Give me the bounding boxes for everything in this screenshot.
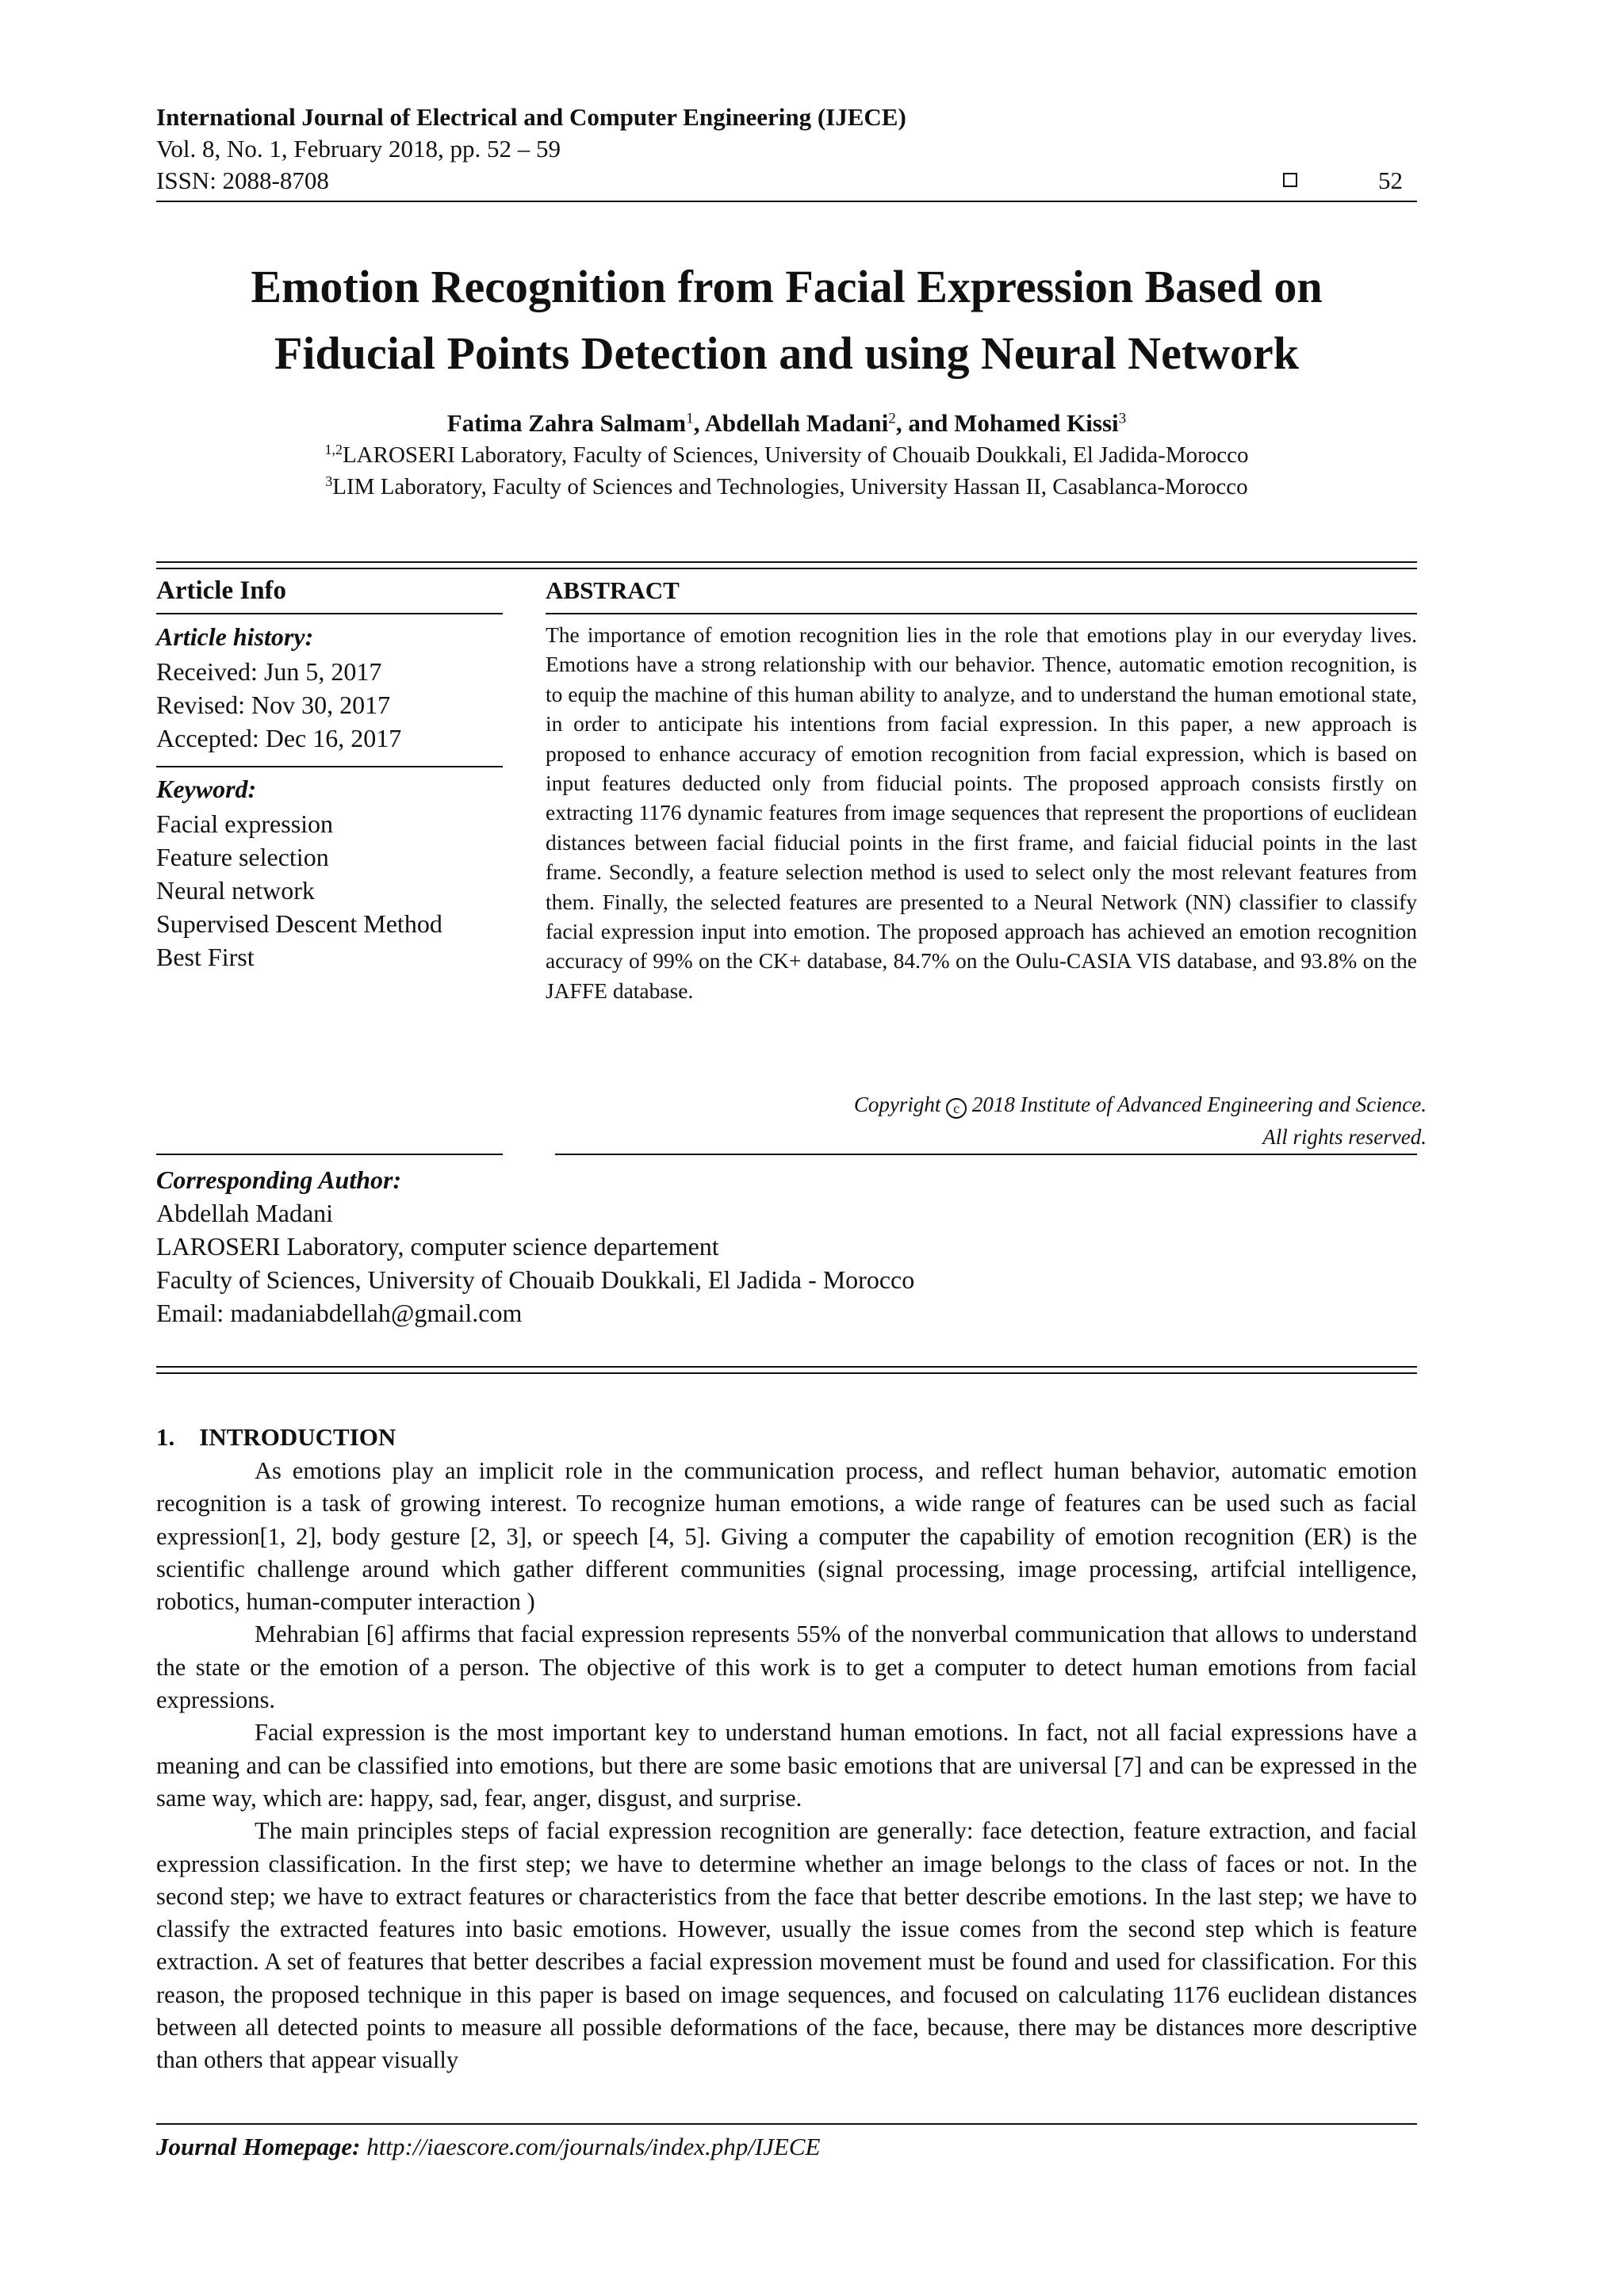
- accepted-date: Accepted: Dec 16, 2017: [156, 724, 402, 752]
- author-sep-1: ,: [693, 409, 705, 437]
- affiliation-2: [156, 474, 1417, 500]
- footer-rule: [156, 2123, 1417, 2125]
- keyword-item: Feature selection: [156, 843, 329, 871]
- author-sep-2: , and: [895, 409, 955, 437]
- abstract-rule: [546, 613, 1417, 614]
- introduction-heading: 1. INTRODUCTION: [156, 1423, 396, 1451]
- journal-name: International Journal of Electrical and Computer Engineering (IJECE): [156, 103, 906, 131]
- introduction-body: [156, 1455, 1417, 2077]
- author-list: [156, 409, 1417, 438]
- square-icon: [1283, 173, 1297, 187]
- intro-paragraph: Mehrabian [6] affirms that facial expression represents 55% of the nonverbal communication that allows to understand the state or the emotion of a person. The objective of this work is to get a computer to detect human emotions from facial expressions.: [156, 1621, 1417, 1714]
- copyright-line: [546, 1089, 1427, 1121]
- keyword-item: Best First: [156, 943, 255, 971]
- author-2-sup: 2: [888, 410, 896, 427]
- history-rule: [156, 766, 503, 767]
- affiliation-2-sup: 3: [325, 473, 333, 490]
- double-rule-bottom-a: [156, 1366, 1417, 1368]
- author-3: Mohamed Kissi: [954, 409, 1119, 437]
- homepage-url[interactable]: http://iaescore.com/journals/index.php/IJECE: [366, 2133, 821, 2160]
- intro-paragraph: Facial expression is the most important key to understand human emotions. In fact, not all facial expressions have a meaning and can be classified into emotions, but there are some basic emotions that are universal [7] and can be expressed in the same way, which are: happy, sad, fear, anger, disgust, and surprise.: [156, 1719, 1417, 1812]
- homepage-label: Journal Homepage:: [156, 2133, 361, 2160]
- affiliation-1-text: LAROSERI Laboratory, Faculty of Sciences, University of Chouaib Doukkali, El Jadida-Morocco: [342, 442, 1249, 468]
- received-date: Received: Jun 5, 2017: [156, 657, 382, 686]
- journal-homepage: [156, 2133, 820, 2161]
- double-rule-top-a: [156, 561, 1417, 563]
- abstract-heading: ABSTRACT: [546, 576, 680, 604]
- keyword-item: Facial expression: [156, 809, 334, 838]
- article-history-label: Article history:: [156, 622, 314, 651]
- corresponding-author-name: Abdellah Madani: [156, 1199, 334, 1227]
- intro-paragraph: As emotions play an implicit role in the communication process, and reflect human behavior, automatic emotion recognition is a task of growing interest. To recognize human emotions, a wide range of features can be used such as facial expression[1, 2], body gesture [2, 3], or speech [4, 5]. Giving a computer the capability of emotion recognition (ER) is the scientific challenge around which gather different communities (signal processing, image processing, artifcial intelligence, robotics, human-computer interaction ): [156, 1457, 1417, 1616]
- paper-title: [156, 254, 1417, 387]
- rights-line: All rights reserved.: [1262, 1125, 1427, 1149]
- copyright-post: 2018 Institute of Advanced Engineering and Science.: [971, 1093, 1427, 1116]
- double-rule-top-b: [156, 568, 1417, 569]
- copyright-notice: [546, 1089, 1427, 1154]
- keyword-label: Keyword:: [156, 775, 257, 803]
- article-info-heading: Article Info: [156, 576, 287, 605]
- author-1: Fatima Zahra Salmam: [446, 409, 687, 437]
- article-info-rule: [156, 613, 503, 614]
- author-3-sup: 3: [1118, 410, 1127, 427]
- corresponding-author-email: Email: madaniabdellah@gmail.com: [156, 1299, 523, 1327]
- affiliation-2-text: LIM Laboratory, Faculty of Sciences and Technologies, University Hassan II, Casablanca-Morocco: [332, 474, 1248, 499]
- journal-volume-line: Vol. 8, No. 1, February 2018, pp. 52 – 59: [156, 135, 561, 163]
- corresponding-author-faculty: Faculty of Sciences, University of Chouaib Doukkali, El Jadida - Morocco: [156, 1265, 915, 1294]
- keyword-item: Supervised Descent Method: [156, 909, 442, 938]
- abstract-text: The importance of emotion recognition lies in the role that emotions play in our everyday lives. Emotions have a strong relationship with our behavior. Thence, automatic emotion recognition, is to equip the machine of this human ability to analyze, and to understand the human emotional state, in order to anticipate his intentions from facial expression. In this paper, a new approach is proposed to enhance accuracy of emotion recognition from facial expression, which is based on input features deducted only from fiducial points. The proposed approach consists firstly on extracting 1176 dynamic features from image sequences that represent the proportions of euclidean distances between facial fiducial points in the first frame, and faicial fiducial points in the last frame. Secondly, a feature selection method is used to select only the most relevant features from them. Finally, the selected features are presented to a Neural Network (NN) classifier to classify facial expression input into emotion. The proposed approach has achieved an emotion recognition accuracy of 99% on the CK+ database, 84.7% on the Oulu-CASIA VIS database, and 93.8% on the JAFFE database.: [546, 622, 1417, 1003]
- journal-issn: ISSN: 2088-8708: [156, 166, 329, 194]
- article-history-list: [156, 655, 503, 755]
- page-number: 52: [1378, 166, 1403, 194]
- keyword-list: [156, 807, 503, 974]
- keyword-bottom-rule: [156, 1154, 503, 1155]
- copyright-icon: c: [946, 1098, 967, 1119]
- revised-date: Revised: Nov 30, 2017: [156, 691, 391, 719]
- intro-paragraph: The main principles steps of facial expression recognition are generally: face detection, feature extraction, and facial expression classification. In the first step; we have to determine whether an image belongs to the class of faces or not. In the second step; we have to extract features or characteristics from the face that better describe emotions. In the last step; we have to classify the extracted features into basic emotions. However, usually the issue comes from the second step which is feature extraction. A set of features that better describes a facial expression movement must be found and used for classification. For this reason, the proposed technique in this paper is based on image sequences, and focused on calculating 1176 euclidean distances between all detected points to measure all possible deformations of the face, because, there may be distances more descriptive than others that appear visually: [156, 1817, 1417, 2074]
- copyright-pre: Copyright: [853, 1093, 941, 1116]
- affiliation-1-sup: 1,2: [324, 442, 343, 458]
- corresponding-author-block: [156, 1163, 914, 1330]
- author-1-sup: 1: [686, 410, 694, 427]
- author-2: Abdellah Madani: [704, 409, 889, 437]
- title-line-2: Fiducial Points Detection and using Neural Network: [274, 327, 1300, 379]
- corresponding-author-dept: LAROSERI Laboratory, computer science departement: [156, 1232, 719, 1261]
- affiliation-1: [156, 442, 1417, 469]
- corresponding-author-label: Corresponding Author:: [156, 1165, 402, 1194]
- abstract-bottom-rule: [555, 1154, 1417, 1155]
- keyword-item: Neural network: [156, 876, 315, 905]
- double-rule-bottom-b: [156, 1372, 1417, 1374]
- title-line-1: Emotion Recognition from Facial Expression Based on: [251, 261, 1323, 312]
- header-rule: [156, 201, 1417, 202]
